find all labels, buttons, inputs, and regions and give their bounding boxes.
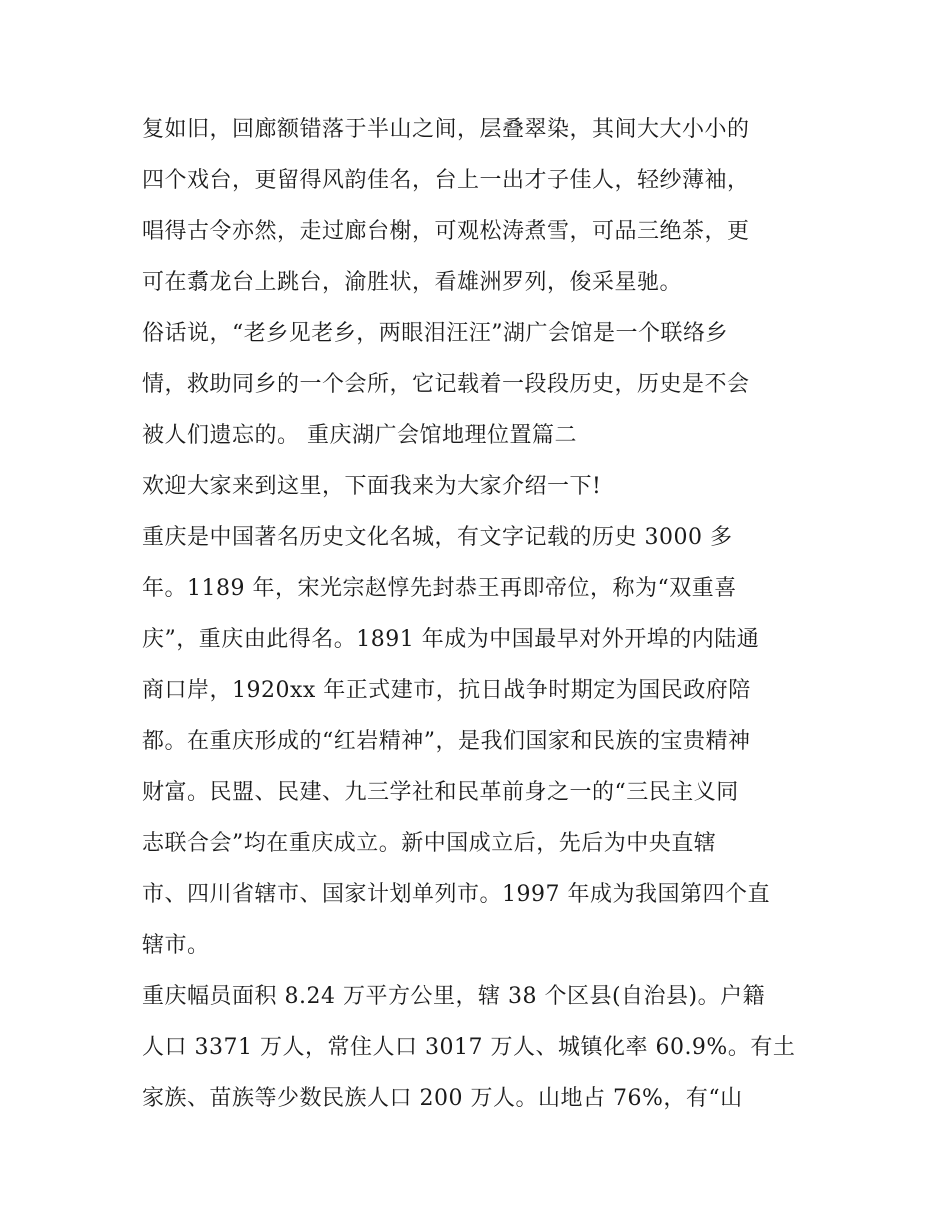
text-line: 复如旧，回廊额错落于半山之间，层叠翠染，其间大大小小的	[142, 117, 750, 142]
text-line: 唱得古令亦然，走过廊台榭，可观松涛煮雪，可品三绝茶，更	[142, 219, 750, 244]
text-line: 人口 3371 万人，常住人口 3017 万人、城镇化率 60.9%。有土	[142, 1035, 796, 1060]
text-line: 被人们遗忘的。 重庆湖广会馆地理位置篇二	[142, 423, 577, 448]
text-line: 家族、苗族等少数民族人口 200 万人。山地占 76%，有“山	[142, 1086, 743, 1111]
text-line: 辖市。	[142, 933, 210, 958]
text-line: 重庆幅员面积 8.24 万平方公里，辖 38 个区县(自治县)。户籍	[142, 984, 766, 1009]
text-line: 财富。民盟、民建、九三学社和民革前身之一的“三民主义同	[142, 780, 739, 805]
text-line: 年。1189 年，宋光宗赵惇先封恭王再即帝位，称为“双重喜	[142, 576, 737, 601]
text-line: 欢迎大家来到这里，下面我来为大家介绍一下!	[142, 474, 602, 499]
text-line: 重庆是中国著名历史文化名城，有文字记载的历史 3000 多	[142, 525, 733, 550]
text-line: 俗话说，“老乡见老乡，两眼泪汪汪”湖广会馆是一个联络乡	[142, 321, 728, 346]
text-line: 志联合会”均在重庆成立。新中国成立后，先后为中央直辖	[142, 831, 717, 856]
text-line: 可在翥龙台上跳台，渝胜状，看雄洲罗列，俊采星驰。	[142, 270, 683, 295]
text-line: 商口岸，1920xx 年正式建市，抗日战争时期定为国民政府陪	[142, 678, 751, 703]
text-line: 情，救助同乡的一个会所，它记载着一段段历史，历史是不会	[142, 372, 750, 397]
text-line: 市、四川省辖市、国家计划单列市。1997 年成为我国第四个直	[142, 882, 770, 907]
text-line: 四个戏台，更留得风韵佳名，台上一出才子佳人，轻纱薄袖，	[142, 168, 750, 193]
text-line: 都。在重庆形成的“红岩精神”，是我们国家和民族的宝贵精神	[142, 729, 751, 754]
text-line: 庆”，重庆由此得名。1891 年成为中国最早对外开埠的内陆通	[142, 627, 760, 652]
